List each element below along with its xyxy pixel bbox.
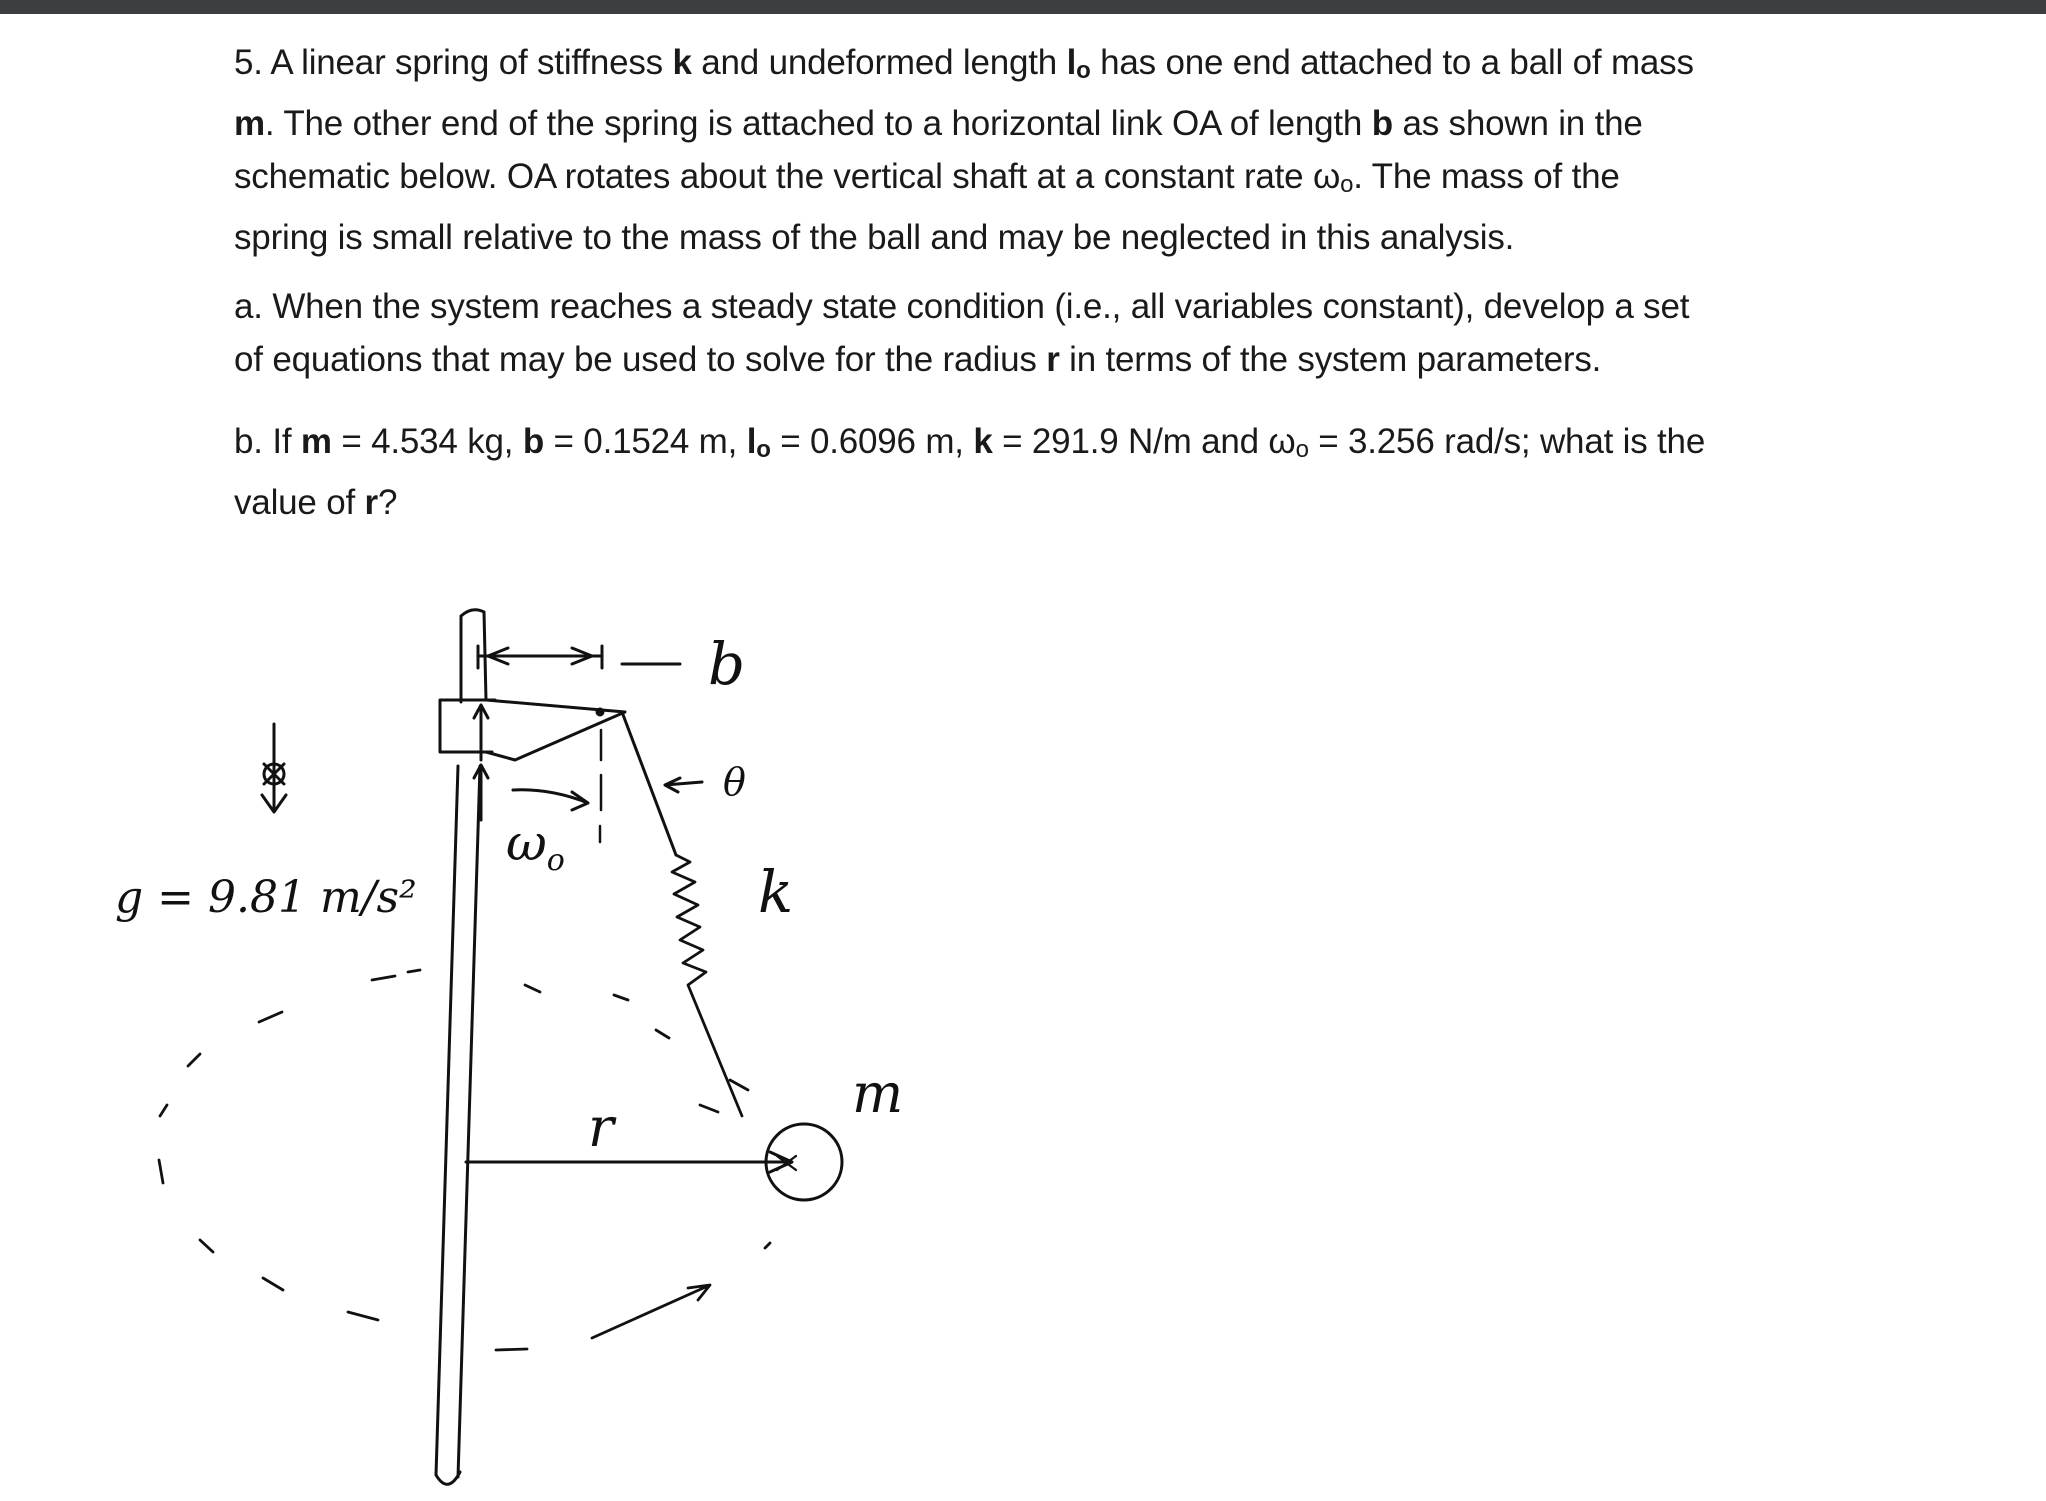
intro-line-1: 5. A linear spring of stiffness k and undeformed length lo has one end attached to a ball of mass: [234, 43, 1694, 84]
gravity-arrow: [262, 724, 286, 812]
omega-arrow: [513, 790, 588, 810]
label-m: m: [852, 1062, 904, 1125]
coil-spring: [672, 855, 742, 1116]
intro-line-4: spring is small relative to the mass of the ball and may be neglected in this analysis.: [234, 218, 1515, 257]
link-oa: [486, 700, 625, 760]
shaft-hub: [440, 700, 495, 752]
label-theta: θ: [723, 760, 746, 804]
problem-intro: [234, 36, 1854, 264]
intro-line-2: m. The other end of the spring is attached to a horizontal link OA of length b as shown in the: [234, 104, 1643, 143]
dimension-b-line: [478, 646, 602, 668]
part-b-line-1: b. If m = 4.534 kg, b = 0.1524 m, lo = 0.6096 m, k = 291.9 N/m and ωo = 3.256 rad/s; what is the: [234, 422, 1706, 463]
label-omega: $\omega_o$: [506, 814, 565, 878]
schematic-diagram: [0, 560, 1000, 1501]
part-a-line-1: a. When the system reaches a steady state condition (i.e., all variables constant), develop a set: [234, 287, 1690, 326]
label-gravity: g = 9.81 m/s²: [115, 872, 417, 923]
part-a-line-2: of equations that may be used to solve for the radius r in terms of the system parameters.: [234, 340, 1602, 379]
part-b: [234, 415, 1854, 529]
label-r: r: [588, 1096, 614, 1159]
radius-line: [466, 1152, 792, 1172]
label-k: k: [758, 858, 794, 926]
part-a: [234, 280, 1854, 386]
vertical-shaft: [436, 766, 480, 1484]
intro-line-3: schematic below. OA rotates about the vertical shaft at a constant rate ωo. The mass of the: [234, 157, 1620, 198]
vertical-reference: [600, 730, 601, 842]
theta-arrow: [665, 778, 702, 792]
label-b: b: [708, 630, 746, 698]
window-top-bar: [0, 0, 2046, 14]
part-b-line-2: value of r?: [234, 483, 398, 522]
